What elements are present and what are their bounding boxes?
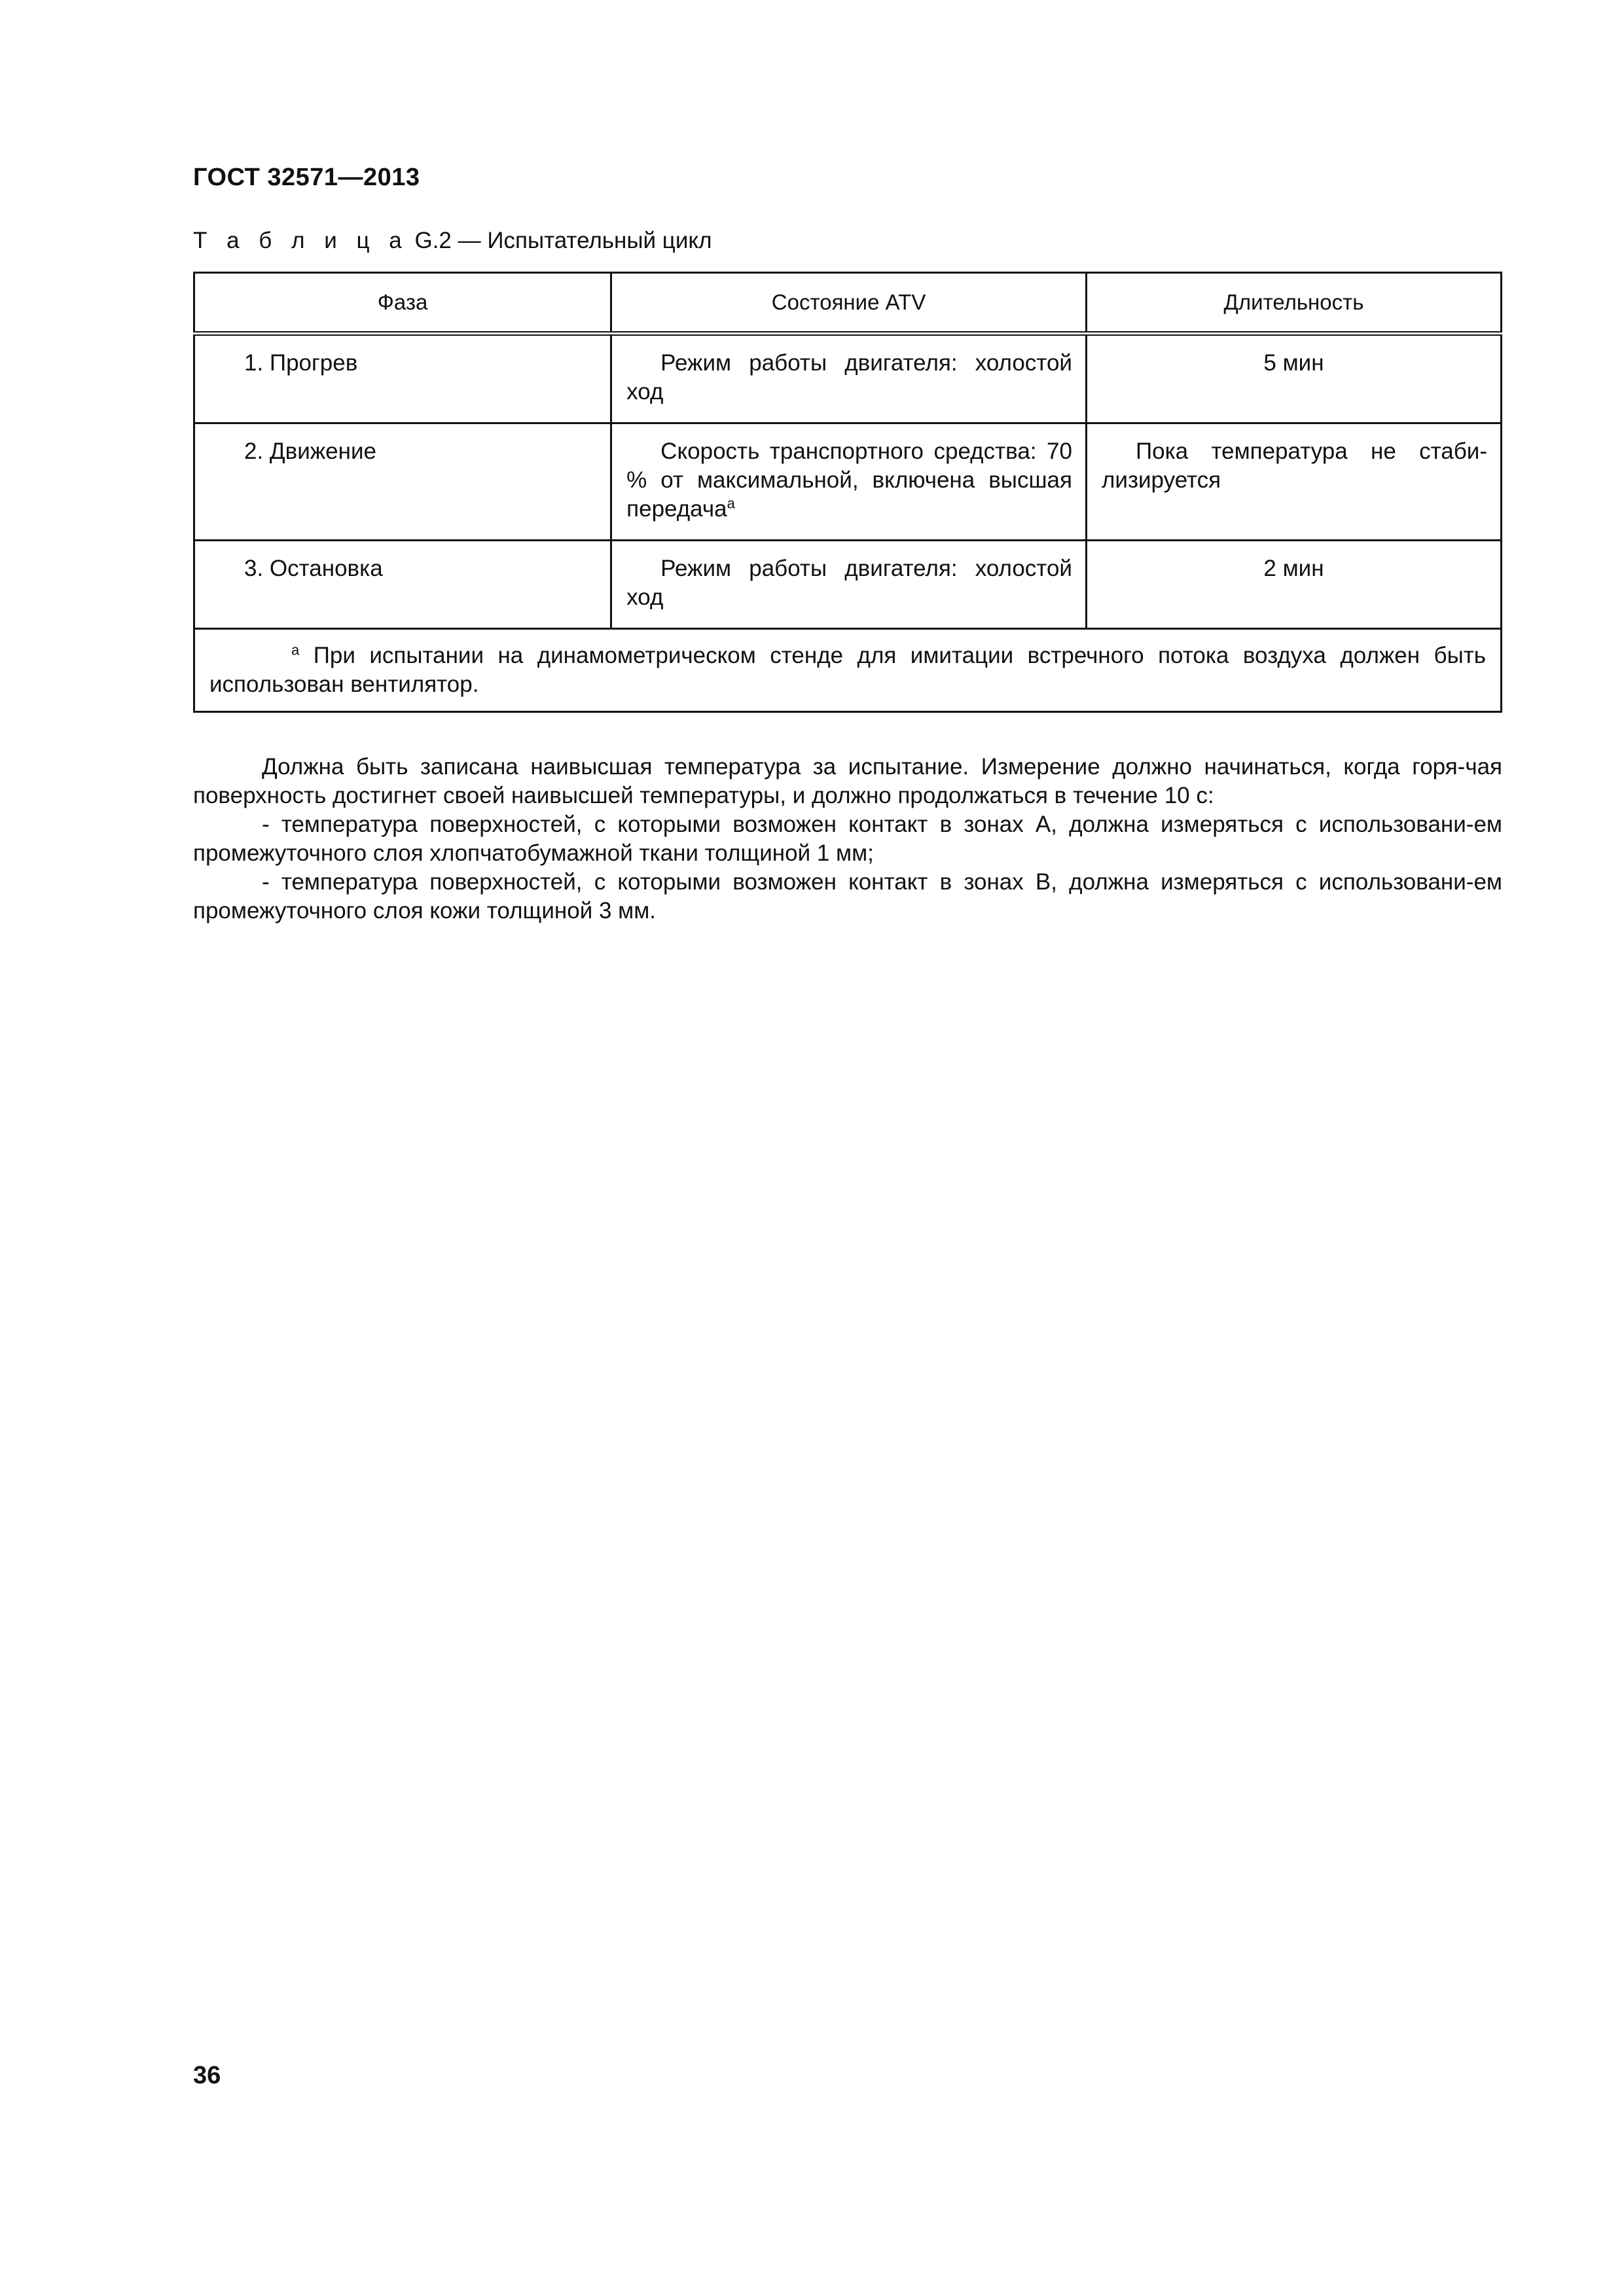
cell-state-text: Режим работы двигателя: холостой ход — [626, 350, 1072, 404]
page-number: 36 — [193, 2062, 221, 2089]
document-header: ГОСТ 32571—2013 — [193, 164, 420, 191]
paragraph: - температура поверхностей, с которыми возможен контакт в зонах В, должна измеряться с использовани-ем промежуточного слоя кожи толщиной 3 мм. — [193, 869, 1502, 924]
cell-duration: 5 мин — [1086, 334, 1501, 423]
column-header-phase: Фаза — [194, 273, 611, 334]
cell-state-text: Скорость транспортного средства: 70 % от максимальной, включена высшая передача — [626, 439, 1072, 522]
table-header-row — [194, 273, 1502, 334]
cell-state — [611, 541, 1087, 629]
cell-duration: 2 мин — [1086, 541, 1501, 629]
table-row — [194, 541, 1502, 629]
cell-phase: 2. Движение — [194, 423, 611, 541]
table-caption — [193, 228, 712, 254]
table-caption-title: G.2 — Испытательный цикл — [414, 228, 712, 253]
table-footnote-row — [194, 629, 1502, 712]
table-caption-label: Т а б л и ц а — [193, 228, 408, 253]
footnote-reference: a — [727, 495, 735, 512]
cell-state — [611, 334, 1087, 423]
footnote-text: При испытании на динамометрическом стенде для имитации встречного потока воздуха должен быть использован вентилятор. — [209, 643, 1486, 697]
column-header-duration: Длительность — [1086, 273, 1501, 334]
cell-duration-text: Пока температура не стаби-лизируется — [1101, 439, 1487, 493]
table-row — [194, 423, 1502, 541]
body-text — [193, 753, 1502, 925]
footnote-mark: a — [291, 641, 300, 658]
column-header-state: Состояние ATV — [611, 273, 1087, 334]
cell-state-text: Режим работы двигателя: холостой ход — [626, 556, 1072, 610]
cell-phase: 1. Прогрев — [194, 334, 611, 423]
table-footnote — [194, 629, 1502, 712]
cell-state — [611, 423, 1087, 541]
paragraph: Должна быть записана наивысшая температура за испытание. Измерение должно начинаться, когда горя-чая поверхность достигнет своей наивысшей температуры, и должно продолжаться в течение 10 с: — [193, 754, 1502, 808]
cell-phase: 3. Остановка — [194, 541, 611, 629]
test-cycle-table — [193, 272, 1502, 713]
paragraph: - температура поверхностей, с которыми возможен контакт в зонах А, должна измеряться с использовани-ем промежуточного слоя хлопчатобумажной ткани толщиной 1 мм; — [193, 812, 1502, 866]
cell-duration — [1086, 423, 1501, 541]
table-row — [194, 334, 1502, 423]
